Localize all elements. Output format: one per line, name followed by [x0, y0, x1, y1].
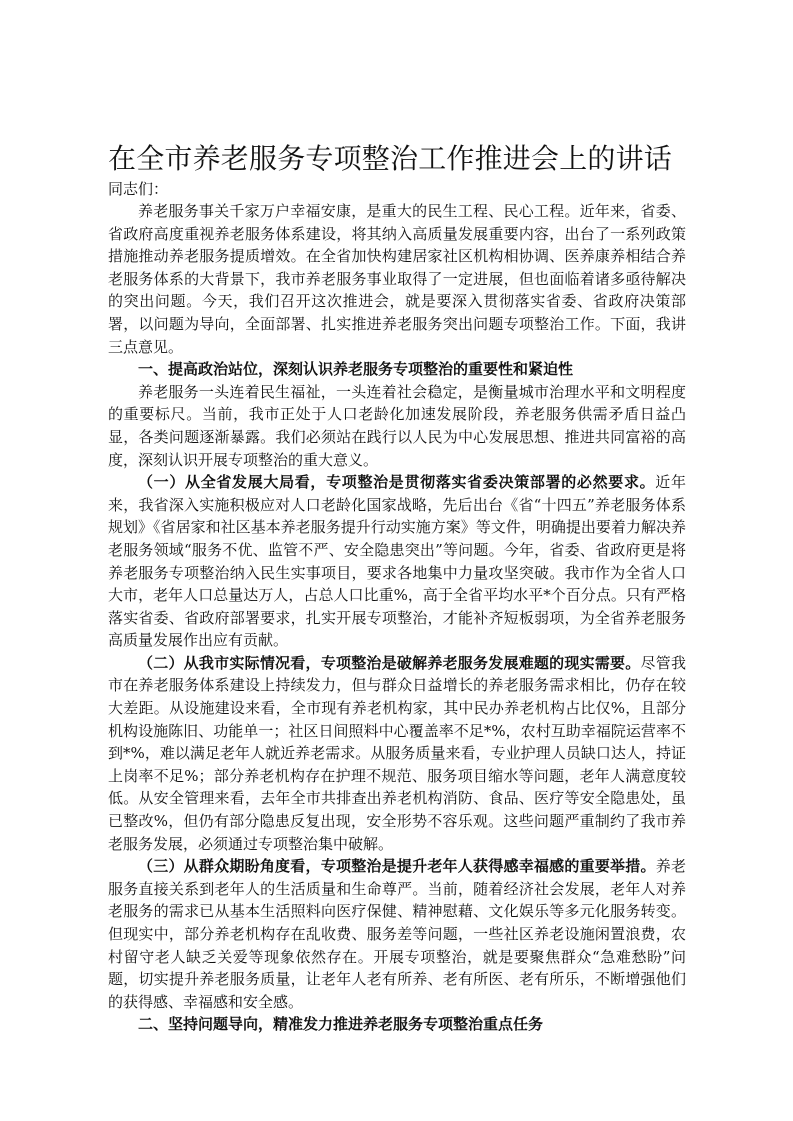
point-3-paragraph	[108, 855, 686, 1013]
section-2-heading: 二、坚持问题导向，精准发力推进养老服务专项整治重点任务	[138, 1015, 544, 1034]
point-3-body: 养老服务直接关系到老年人的生活质量和生命尊严。当前，随着经济社会发展，老年人对养老服务的需求已从基本生活照料向医疗保健、精神慰藉、文化娱乐等多元化服务转变。但现实中，部分养老机构存在乱收费、服务差等问题，一些社区养老设施闲置浪费，农村留守老人缺乏关爱等现象依然存在。开展专项整治，就是要聚焦群众“急难愁盼”问题，切实提升养老服务质量，让老年人老有所养、老有所医、老有所乐，不断增强他们的获得感、幸福感和安全感。	[108, 857, 686, 1011]
salutation: 同志们：	[108, 180, 169, 198]
section-1-paragraph: 养老服务一头连着民生福祉，一头连着社会稳定，是衡量城市治理水平和文明程度的重要标尺。当前，我市正处于人口老龄化加速发展阶段，养老服务供需矛盾日益凸显，各类问题逐渐暴露。我们必须站在践行以人民为中心发展思想、推进共同富裕的高度，深刻认识开展专项整治的重大意义。	[108, 382, 686, 469]
section-1-heading: 一、提高政治站位，深刻认识养老服务专项整治的重要性和紧迫性	[138, 360, 574, 379]
document-title: 在全市养老服务专项整治工作推进会上的讲话	[108, 142, 673, 175]
point-2-paragraph	[108, 652, 686, 855]
document-page	[108, 140, 686, 1036]
intro-paragraph: 养老服务事关千家万户幸福安康，是重大的民生工程、民心工程。近年来，省委、省政府高度重视养老服务体系建设，将其纳入高质量发展重要内容，出台了一系列政策措施推动养老服务提质增效。在全省加快构建居家社区机构相协调、医养康养相结合养老服务体系的大背景下，我市养老服务事业取得了一定进展，但也面临着诸多亟待解决的突出问题。今天，我们召开这次推进会，就是要深入贯彻落实省委、省政府决策部署，以问题为导向，全面部署、扎实推进养老服务突出问题专项整治工作。下面，我讲三点意见。	[108, 202, 686, 356]
point-3-lead: （三）从群众期盼角度看，专项整治是提升老年人获得感幸福感的重要举措。	[138, 857, 656, 876]
point-1-paragraph	[108, 471, 686, 652]
point-2-body: 尽管我市在养老服务体系建设上持续发力，但与群众日益增长的养老服务需求相比，仍存在较大差距。从设施建设来看，全市现有养老机构家，其中民办养老机构占比仅%，且部分机构设施陈旧、功能单一；社区日间照料中心覆盖率不足*%，农村互助幸福院运营率不到*%，难以满足老年人就近养老需求。从服务质量来看，专业护理人员缺口达人，持证上岗率不足%；部分养老机构存在护理不规范、服务项目缩水等问题，老年人满意度较低。从安全管理来看，去年全市共排查出养老机构消防、食品、医疗等安全隐患处，虽已整改%，但仍有部分隐患反复出现，安全形势不容乐观。这些问题严重制约了我市养老服务发展，必须通过专项整治集中破解。	[108, 653, 686, 853]
point-1-lead: （一）从全省发展大局看，专项整治是贯彻落实省委决策部署的必然要求。	[138, 473, 656, 492]
point-1-body: 近年来，我省深入实施积极应对人口老龄化国家战略，先后出台《省“十四五”养老服务体系规划》《省居家和社区基本养老服务提升行动实施方案》等文件，明确提出要着力解决养老服务领域“服务不优、监管不严、安全隐患突出”等问题。今年，省委、省政府更是将养老服务专项整治纳入民生实事项目，要求各地集中力量攻坚突破。我市作为全省人口大市，老年人口总量达万人，占总人口比重%，高于全省平均水平*个百分点。只有严格落实省委、省政府部署要求，扎实开展专项整治，才能补齐短板弱项，为全省养老服务高质量发展作出应有贡献。	[108, 473, 686, 650]
point-2-lead: （二）从我市实际情况看，专项整治是破解养老服务发展难题的现实需要。	[138, 653, 641, 672]
